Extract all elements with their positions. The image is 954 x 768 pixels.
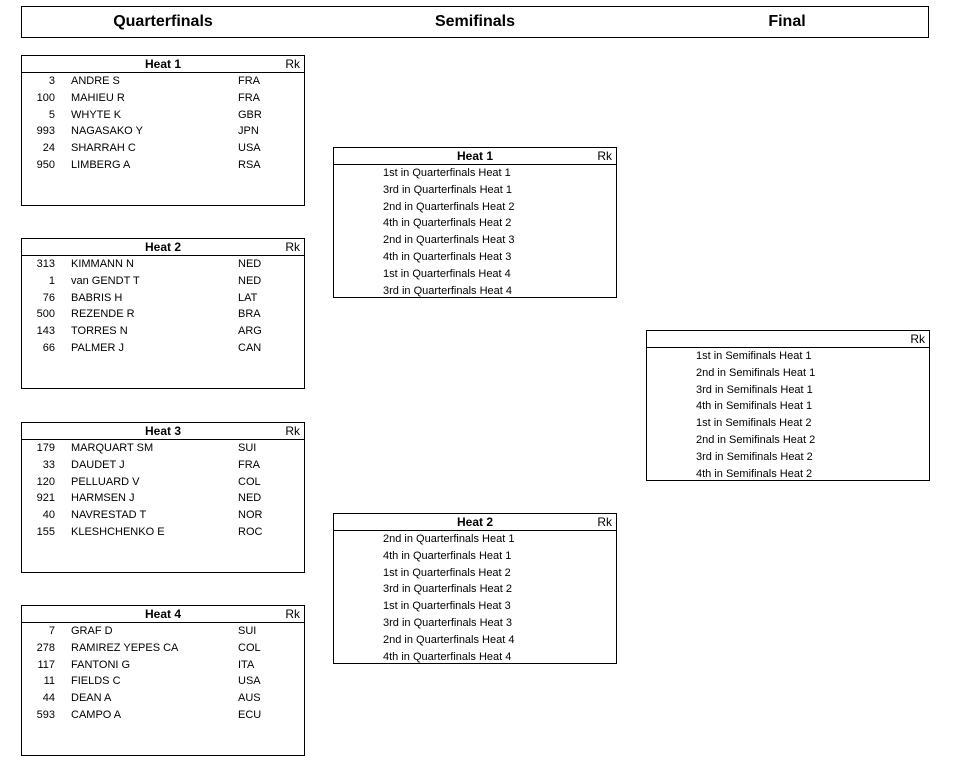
qualifier-source: 4th in Quarterfinals Heat 4 [383,650,512,663]
athlete-name: REZENDE R [71,308,135,321]
heat-header [647,331,929,348]
qualifier-source: 1st in Quarterfinals Heat 3 [383,600,511,613]
qualifier-source: 4th in Quarterfinals Heat 2 [383,217,512,230]
athlete-nation: FRA [238,458,260,471]
athlete-bib: 76 [42,291,55,304]
athlete-nation: NOR [238,509,263,522]
athlete-row [22,673,304,690]
qualifier-source: 1st in Semifinals Heat 2 [696,417,812,430]
athlete-bib: 950 [36,158,55,171]
qualifier-source: 2nd in Quarterfinals Heat 1 [383,533,515,545]
heat-header [22,606,304,623]
athlete-bib: 179 [36,442,55,454]
athlete-bib: 500 [36,308,55,321]
qualifier-source: 3rd in Quarterfinals Heat 4 [383,284,513,297]
round-title-semifinals: Semifinals [434,13,516,30]
heat-header [22,56,304,73]
heat-title: Heat 1 [456,149,494,163]
qualifier-source: 4th in Semifinals Heat 2 [696,467,813,480]
qualifier-row [334,548,616,565]
qualifier-source: 4th in Semifinals Heat 1 [696,400,813,413]
quarterfinal-heat-1 [21,55,305,206]
athlete-row [22,90,304,107]
qualifier-row [334,266,616,283]
qualifier-row [334,283,616,300]
athlete-name: FANTONI G [71,658,131,671]
athlete-bib: 593 [36,708,55,721]
athlete-bib: 11 [43,675,55,688]
athlete-nation: LAT [238,291,258,304]
quarterfinal-heat-3 [21,422,305,573]
heat-header [334,148,616,165]
rank-column-label: Rk [285,607,300,621]
athlete-name: DEAN A [71,692,112,705]
athlete-name: DAUDET J [71,458,125,471]
athlete-name: PALMER J [71,341,124,354]
qualifier-row [334,232,616,249]
athlete-bib: 278 [36,641,55,654]
athlete-name: FIELDS C [71,675,121,688]
qualifier-source: 2nd in Quarterfinals Heat 3 [383,234,515,247]
athlete-nation: CAN [238,341,262,354]
athlete-row [22,140,304,157]
athlete-row [22,490,304,507]
qualifier-source: 3rd in Quarterfinals Heat 1 [383,183,513,196]
athlete-name: RAMIREZ YEPES CA [71,641,179,654]
qualifier-row [334,182,616,199]
athlete-bib: 7 [48,625,55,637]
semifinal-heat-1 [333,147,617,298]
qualifier-row [647,432,929,449]
athlete-nation: NED [238,258,262,270]
athlete-bib: 155 [36,525,55,538]
athlete-nation: COL [238,475,261,488]
rank-column-label: Rk [285,57,300,71]
athlete-nation: NED [238,492,262,505]
athlete-name: LIMBERG A [71,158,131,171]
athlete-nation: JPN [238,125,259,138]
athlete-name: HARMSEN J [71,492,135,505]
athlete-nation: AUS [238,692,261,705]
qualifier-source: 2nd in Quarterfinals Heat 4 [383,633,515,646]
qualifier-row [334,531,616,548]
athlete-row [22,323,304,340]
qualifier-row [334,165,616,182]
athlete-bib: 5 [48,108,55,121]
rank-column-label: Rk [285,424,300,438]
athlete-name: ANDRE S [71,75,120,87]
qualifier-row [334,249,616,266]
qualifier-source: 4th in Quarterfinals Heat 1 [383,549,512,562]
athlete-nation: FRA [238,75,260,87]
qualifier-source: 3rd in Quarterfinals Heat 2 [383,583,513,596]
qualifier-row [334,649,616,666]
athlete-bib: 1 [48,274,55,287]
athlete-nation: SUI [238,442,257,454]
athlete-name: GRAF D [71,625,113,637]
qualifier-row [334,632,616,649]
athlete-bib: 66 [42,341,55,354]
qualifier-row [647,398,929,415]
athlete-name: SHARRAH C [71,142,136,155]
athlete-bib: 3 [48,75,55,87]
heat-title: Heat 1 [144,57,182,71]
qualifier-row [334,565,616,582]
athlete-row [22,306,304,323]
qualifier-source: 1st in Semifinals Heat 1 [696,350,812,362]
athlete-name: PELLUARD V [71,475,140,488]
qualifier-row [334,598,616,615]
rank-column-label: Rk [597,149,612,163]
athlete-row [22,657,304,674]
athlete-nation: NED [238,274,262,287]
quarterfinal-heat-4 [21,605,305,756]
athlete-nation: BRA [238,308,261,321]
athlete-name: MAHIEU R [71,91,125,104]
qualifier-source: 2nd in Semifinals Heat 1 [696,366,816,379]
athlete-name: BABRIS H [71,291,123,304]
athlete-nation: COL [238,641,261,654]
athlete-name: van GENDT T [71,274,140,287]
qualifier-row [334,581,616,598]
athlete-name: NAVRESTAD T [71,509,147,522]
athlete-bib: 117 [37,658,55,671]
athlete-row [22,474,304,491]
athlete-row [22,507,304,524]
athlete-name: MARQUART SM [71,442,154,454]
athlete-bib: 313 [36,258,55,270]
athlete-row [22,690,304,707]
athlete-bib: 143 [36,325,55,338]
athlete-nation: ITA [238,658,255,671]
athlete-row [22,256,304,273]
athlete-nation: RSA [238,158,261,171]
athlete-bib: 100 [36,91,55,104]
round-title-quarterfinals: Quarterfinals [113,13,213,30]
qualifier-row [647,449,929,466]
heat-title: Heat 2 [456,515,494,529]
qualifier-source: 1st in Quarterfinals Heat 1 [383,167,511,179]
athlete-nation: FRA [238,91,260,104]
athlete-name: WHYTE K [71,108,122,121]
athlete-nation: ARG [238,325,262,338]
athlete-bib: 921 [36,492,55,505]
heat-header [334,514,616,531]
qualifier-row [647,382,929,399]
qualifier-row [334,199,616,216]
athlete-row [22,340,304,357]
athlete-nation: ECU [238,708,262,721]
rank-column-label: Rk [597,515,612,529]
athlete-bib: 993 [36,125,55,138]
athlete-nation: ROC [238,525,263,538]
athlete-nation: GBR [238,108,262,121]
heat-title: Heat 2 [144,240,182,254]
athlete-row [22,440,304,457]
qualifier-row [647,466,929,483]
qualifier-source: 3rd in Quarterfinals Heat 3 [383,616,513,629]
qualifier-source: 1st in Quarterfinals Heat 4 [383,267,511,280]
qualifier-source: 3rd in Semifinals Heat 2 [696,450,813,463]
athlete-bib: 33 [42,458,55,471]
athlete-row [22,524,304,541]
qualifier-row [647,415,929,432]
qualifier-row [647,348,929,365]
athlete-name: NAGASAKO Y [71,125,143,138]
athlete-name: KIMMANN N [71,258,134,270]
heat-header [22,239,304,256]
heat-header [22,423,304,440]
qualifier-source: 1st in Quarterfinals Heat 2 [383,566,511,579]
athlete-bib: 120 [36,475,55,488]
qualifier-source: 4th in Quarterfinals Heat 3 [383,250,512,263]
athlete-row [22,123,304,140]
athlete-nation: USA [238,142,261,155]
athlete-row [22,707,304,724]
semifinal-heat-2 [333,513,617,664]
athlete-nation: USA [238,675,261,688]
rank-column-label: Rk [285,240,300,254]
athlete-name: TORRES N [71,325,128,338]
athlete-row [22,73,304,90]
qualifier-source: 2nd in Semifinals Heat 2 [696,433,816,446]
qualifier-row [334,215,616,232]
quarterfinal-heat-2 [21,238,305,389]
athlete-row [22,273,304,290]
rank-column-label: Rk [910,332,925,346]
athlete-bib: 44 [42,692,55,705]
athlete-row [22,457,304,474]
qualifier-row [334,615,616,632]
athlete-bib: 40 [42,509,55,522]
athlete-row [22,640,304,657]
athlete-row [22,107,304,124]
round-title-final: Final [768,13,806,30]
qualifier-source: 3rd in Semifinals Heat 1 [696,383,813,396]
athlete-row [22,157,304,174]
final-heat [646,330,930,481]
qualifier-row [647,365,929,382]
heat-title: Heat 3 [144,424,182,438]
athlete-name: CAMPO A [71,708,122,721]
athlete-nation: SUI [238,625,257,637]
athlete-row [22,290,304,307]
qualifier-source: 2nd in Quarterfinals Heat 2 [383,200,515,213]
athlete-name: KLESHCHENKO E [71,525,165,538]
athlete-bib: 24 [42,142,55,155]
round-header [21,6,929,38]
athlete-row [22,623,304,640]
heat-title: Heat 4 [144,607,182,621]
